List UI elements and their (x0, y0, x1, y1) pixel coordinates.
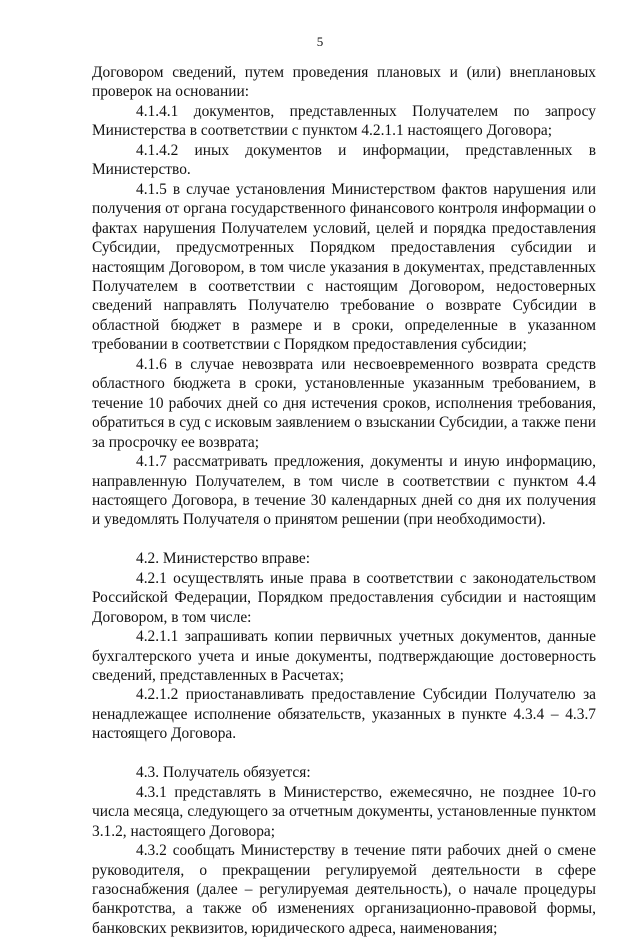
paragraph-4-2-1-2: 4.2.1.2 приостанавливать предоставление Субсидии Получателю за ненадлежащее исполнение обязательств, указанных в пункте 4.3.4 – 4.3.7 настоящего Договора. (92, 686, 596, 743)
paragraph-continuation: Договором сведений, путем проведения плановых и (или) внеплановых проверок на основании: (92, 64, 596, 101)
section-spacer (92, 744, 596, 763)
section-spacer (92, 530, 596, 549)
section-heading-4-2: 4.2. Министерство вправе: (136, 550, 310, 568)
paragraph-4-1-5: 4.1.5 в случае установления Министерством фактов нарушения или получения от органа государственного финансового контроля информации о фактах нарушения Получателем условий, целей и порядка предоставления Субсидии, предусмотренных Порядком предоставления субсидии и настоящим Договором, в том числе указания в документах, представленных Получателем в соответствии с настоящим Договором, недостоверных сведений направлять Получателю требование о возврате Субсидии в областной бюджет в размере и в сроки, определенные в указанном требовании в соответствии с Порядком предоставления субсидии; (92, 180, 596, 354)
paragraph-4-2-1: 4.2.1 осуществлять иные права в соответствии с законодательством Российской Федерации, Порядком предоставления субсидии и настоящим Договором, в том числе: (92, 569, 596, 626)
paragraph-4-3-2: 4.3.2 сообщать Министерству в течение пяти рабочих дней о смене руководителя, о прекращении регулируемой деятельности в сфере газоснабжения (далее – регулируемая деятельность), о начале процедуры банкротства, а также об изменениях организационно-правовой формы, банковских реквизитов, юридического адреса, наименования; (92, 842, 596, 937)
paragraph-4-1-7: 4.1.7 рассматривать предложения, документы и иную информацию, направленную Получателем, в том числе в соответствии с пунктом 4.4 настоящего Договора, в течение 30 календарных дней со дня их получения и уведомлять Получателя о принятом решении (при необходимости). (92, 453, 596, 529)
paragraph-4-1-4-1: 4.1.4.1 документов, представленных Получателем по запросу Министерства в соответствии с пунктом 4.2.1.1 настоящего Договора; (92, 102, 596, 140)
paragraph-4-1-4-2: 4.1.4.2 иных документов и информации, представленных в Министерство. (92, 141, 596, 179)
document-body (92, 63, 596, 938)
paragraph-4-1-6: 4.1.6 в случае невозврата или несвоевременного возврата средств областного бюджета в сроки, установленные указанным требованием, в течение 10 рабочих дней со дня истечения сроков, исполнения требования, обратиться в суд с исковым заявлением о взыскании Субсидии, а также пени за просрочку ее возврата; (92, 355, 596, 451)
page-number: 5 (316, 34, 324, 49)
paragraph-4-3-1: 4.3.1 представлять в Министерство, ежемесячно, не позднее 10-го числа месяца, следующего за отчетным документы, установленные пунктом 3.1.2, настоящего Договора; (92, 783, 596, 840)
section-heading-4-3: 4.3. Получатель обязуется: (136, 764, 311, 782)
paragraph-4-2-1-1: 4.2.1.1 запрашивать копии первичных учетных документов, данные бухгалтерского учета и иные документы, подтверждающие достоверность сведений, представленных в Расчетах; (92, 628, 596, 685)
